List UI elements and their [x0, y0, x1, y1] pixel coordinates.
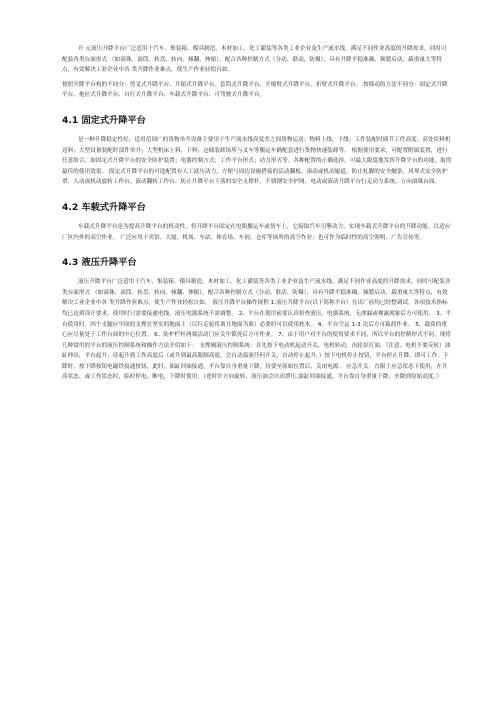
- section-body-vehicle-platform: 车载式升降平台是为提高升降平台的机动性，将升降平台固定在电瓶搬运车或货车上，它接取汽车引擎动力，实现车载式升降平台的升降功能。以适应厂区内外的高空作业。 广泛应用于宾馆、大厦、机场、车站、体育场、车间、仓库等场所的高空作业；也可作为临时性的高空照明、广告宣传等。: [62, 223, 451, 241]
- classification-paragraph: 按照升降平台构的不同分：剪叉式升降平台、升缩式升降平台、套筒式升降平台、升缩臂式升降平台、折臂式升降平台。 按移动的方法不同分：固定式升降平台、拖拉式升降平台、自行式升降平台、车载式升降平台、可驾驶式升降平台。: [62, 81, 448, 99]
- section-body-hydraulic-platform: 液压升降平台广泛适用于汽车、集装箱、模具制造，木材加工，化工灌装等各类工业企业及生产流水线，满足不同作业高度的升降需求，同时可配装各类台面形式 （如滚珠、滚筒、转盘、转向、倾翻、伸缩），配合各种控制方式（分动、联动、防爆），具有升降平稳准确、频繁启动、载重量大等特点，有效解决工业企业中各 类升降作业难点，使生产作业轻松自如。 液压升降平台操作规程 1.液压升降平台(以下简称平台）在出厂前均已经整调试，各项技术指标均已达到设计要求，使用时只需要接通电线，液压电器系统不需调整。 2、平台在使用前要认真检查液压、电器系统，无渗漏或裸露现象后方可使用。 3、平台使用时，四个支腿应牢固的支撑在坚实的地面上（以行走轮将离开地面为准）必要时可以使用枕木。 4、平台空运 1-3 次后方可载荷作业。 5、载荷的重心应尽量处于工作台面的中心位置。 6、防护栏杆两端活动门应关牢锁死后方可作业。 7、由于用户对平台的使用要求不同，所以平台的控制形式不同，现将几种常用的平台的液压控制系统和操作方法介绍如下： 支撑阀液压控制系统：首先按下电动机起动开关，电机转动，齿轮泵打油，（注意、电机不要反转）油缸伸出，平台起升；待起升到工作高度后（或升到最高限制高度，会自动溢流任何开关，自动停止起升。）按下电机停止按钮，平台停止升降。即可工作。下降时，按下降按钮电磁铁接通按钮，此时，油缸回油接通，平台靠自身重量下降，待要至原始位置后，关闭电源。 应急开关：直限于应急状态下使用，在升高状态、或工作状态时，临时停电、断电，下降时使用。（逆时针方向旋转，液压油会自动泄压,油缸回油接通，平台靠自身重量下降，至降到原始高度。）: [62, 279, 452, 381]
- section-body-fixed-platform: 是一种升降稳定性好，适用范围广的货物举升设备主要用于生产流水线高度差之间货物运送；物料上线、下线；工件装配时调节工件高度；高处给料机送料；大型设备装配时部件举升；大型机床上料、下料；仓储装卸场所与叉车等搬运车辆配套进行货物快速装卸等。 根据使用要求，可配置附属装置，进行任意组合，如固定式升降平台的安全防护装置；电器控制方式；工作平台形式；动力形式等。各种配置的正确选择，可最大限度地发挥升降平台的功能，取得最佳的使用效果。 固定式升降平台的可选配置有人工液压动力，方便与周边设施搭接的活动翻板、滚动或机动辊道、防止轧脚的安全触条、风琴式安全防护罩、人动或机动旋转工作台、液动翻转工作台、防止升降平台下落的安全支撑杆、不锈钢安全护网、电动或液动升降平台行走动力系统、万向滚珠台面。: [62, 136, 452, 186]
- section-heading-fixed-platform: 4.1 固定式升降平台: [62, 114, 146, 126]
- section-heading-vehicle-platform: 4.2 车载式升降平台: [62, 201, 146, 213]
- intro-paragraph: 开 元液压升降平台广泛适用于汽车、集装箱、模具制造，木材加工，化工灌装等各类工业企业及生产流水线，满足不同作业高度的升降需求，同时可配装各类台面形式 （如滚珠、滚筒、转盘、转向、倾翻、伸缩），配合各种控制方式（分动、联动、防爆），具有升降平稳准确、频繁启动、载重量大等特点，有效解决工业企业中各 类升降作业难点，使生产作业轻松自如。: [62, 46, 447, 74]
- section-heading-hydraulic-platform: 4.3 液压升降平台: [62, 257, 137, 269]
